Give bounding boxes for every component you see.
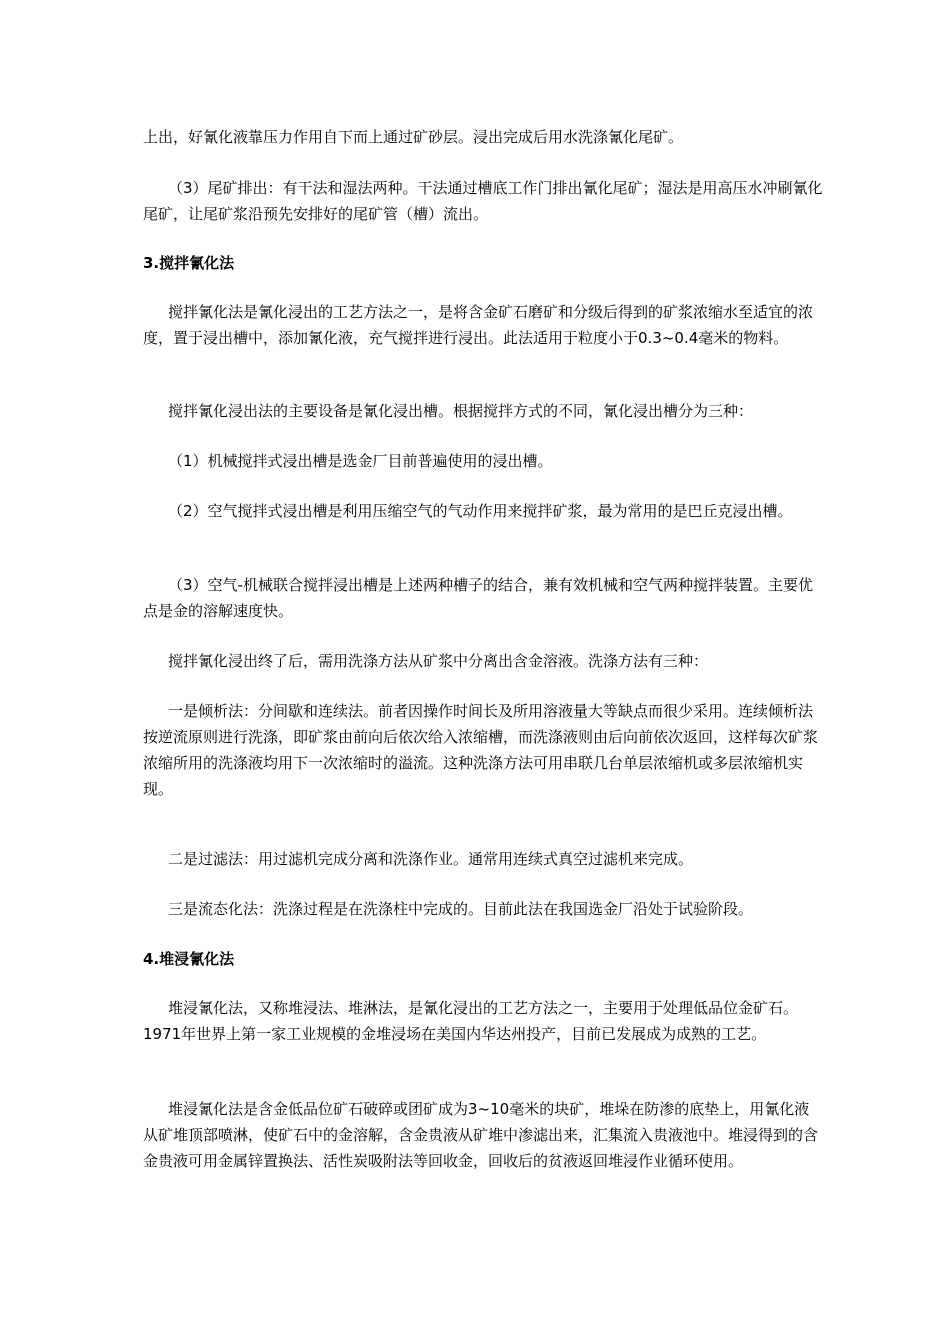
section-heading-heap-leaching: 4.堆浸氰化法: [143, 950, 235, 968]
paragraph-filtration: 二是过滤法：用过滤机完成分离和洗涤作业。通常用连续式真空过滤机来完成。: [168, 850, 694, 868]
paragraph-main-equipment: 搅拌氰化浸出法的主要设备是氰化浸出槽。根据搅拌方式的不同，氰化浸出槽分为三种：: [168, 402, 754, 420]
paragraph-fluidization: 三是流态化法：洗涤过程是在洗涤柱中完成的。目前此法在我国选金厂沿处于试验阶段。: [168, 900, 754, 918]
paragraph-stirring-intro: 搅拌氰化法是氰化浸出的工艺方法之一，是将含金矿石磨矿和分级后得到的矿浆浓缩水至适宜的浓度，置于浸出槽中，添加氰化液，充气搅拌进行浸出。此法适用于粒度小于0.3~0.4毫米的物料。: [143, 303, 814, 347]
paragraph-combined-tank: （3）空气-机械联合搅拌浸出槽是上述两种槽子的结合，兼有效机械和空气两种搅拌装置。主要优点是金的溶解速度快。: [143, 576, 813, 620]
paragraph-continuation: 上出，好氰化液靠压力作用自下而上通过矿砂层。浸出完成后用水洗涤氰化尾矿。: [143, 128, 684, 146]
paragraph-mechanical-tank: （1）机械搅拌式浸出槽是选金厂目前普遍使用的浸出槽。: [168, 452, 553, 470]
paragraph-decantation: 一是倾析法：分间歇和连续法。前者因操作时间长及所用溶液量大等缺点而很少采用。连续倾析法按逆流原则进行洗涤，即矿浆由前向后依次给入浓缩槽，而洗涤液则由后向前依次返回，这样每次矿浆浓缩所用的洗涤液均用下一次浓缩时的溢流。这种洗涤方法可用串联几台单层浓缩机或多层浓缩机实现。: [143, 702, 819, 798]
paragraph-heap-process: 堆浸氰化法是含金低品位矿石破碎或团矿成为3~10毫米的块矿，堆垛在防渗的底垫上，用氰化液从矿堆顶部喷淋，使矿石中的金溶解，含金贵液从矿堆中渗滤出来，汇集流入贵液池中。堆浸得到的含金贵液可用金属锌置换法、活性炭吸附法等回收金，回收后的贫液返回堆浸作业循环使用。: [143, 1100, 819, 1170]
paragraph-washing-methods: 搅拌氰化浸出终了后，需用洗涤方法从矿浆中分离出含金溶液。洗涤方法有三种：: [168, 652, 709, 670]
paragraph-tailings-discharge: （3）尾矿排出：有干法和湿法两种。干法通过槽底工作门排出氰化尾矿；湿法是用高压水冲刷氰化尾矿，让尾矿浆沿预先安排好的尾矿管（槽）流出。: [143, 179, 823, 223]
paragraph-heap-intro: 堆浸氰化法，又称堆浸法、堆淋法，是氰化浸出的工艺方法之一，主要用于处理低品位金矿石。1971年世界上第一家工业规模的金堆浸场在美国内华达州投产，目前已发展成为成熟的工艺。: [143, 999, 799, 1043]
paragraph-air-tank: （2）空气搅拌式浸出槽是利用压缩空气的气动作用来搅拌矿浆，最为常用的是巴丘克浸出槽。: [168, 502, 793, 520]
section-heading-stirring-cyanidation: 3.搅拌氰化法: [143, 254, 235, 272]
